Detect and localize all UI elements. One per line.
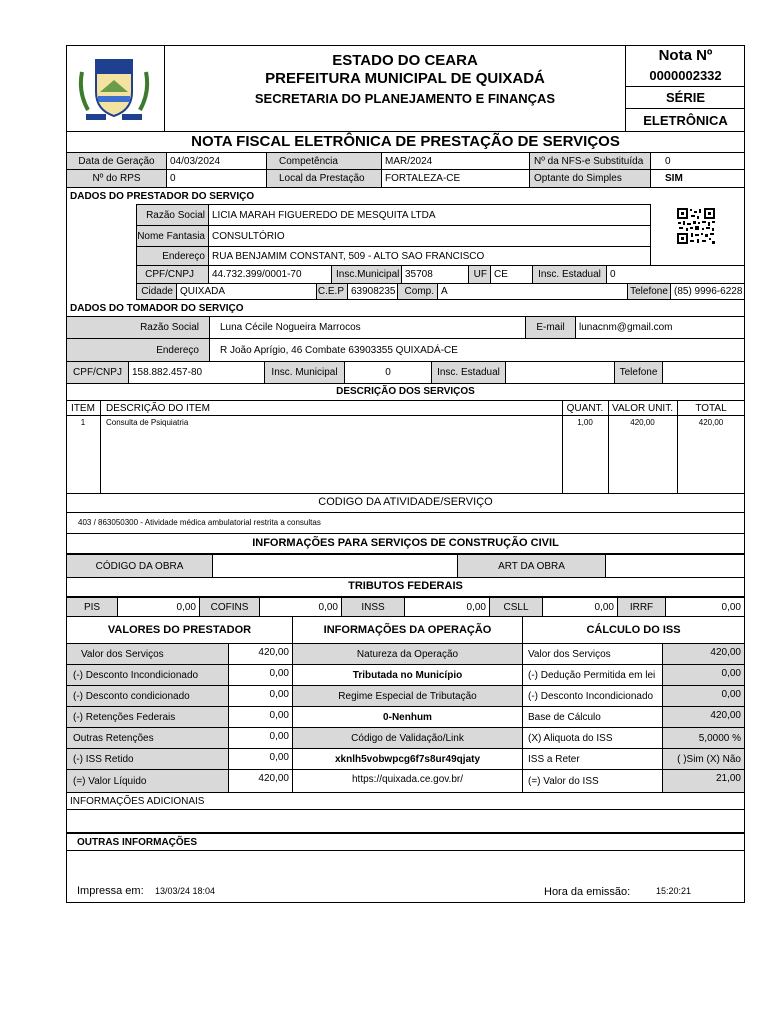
impressa-label: Impressa em: <box>77 885 144 897</box>
data-geracao-label: Data de Geração <box>66 152 167 170</box>
deducao-permitida-value: 0,00 <box>662 664 745 686</box>
tomador-cpf-label: CPF/CNPJ <box>66 361 129 384</box>
atividade-title: CODIGO DA ATIVIDADE/SERVIÇO <box>318 496 493 508</box>
col-quant-header: QUANT. <box>566 403 604 414</box>
tomador-endereco-value: R João Aprígio, 46 Combate 63903355 QUIXADÁ-CE <box>209 338 745 362</box>
prestador-insc-mun-label: Insc.Municipal <box>331 265 402 284</box>
codigo-obra-value <box>212 554 458 578</box>
outras-info-label: OUTRAS INFORMAÇÕES <box>77 837 197 848</box>
rps-label: Nº do RPS <box>66 169 167 188</box>
tomador-insc-mun-label: Insc. Municipal <box>264 361 345 384</box>
tomador-razao-label: Razão Social <box>66 316 210 339</box>
local-prestacao-value: FORTALEZA-CE <box>381 169 530 188</box>
valor-liquido-value: 420,00 <box>228 769 293 793</box>
codigo-validacao-label: Código de Validação/Link <box>292 727 523 749</box>
item-description: Consulta de Psiquiatria <box>106 418 189 427</box>
hora-emissao-value: 15:20:21 <box>656 886 692 896</box>
tomador-insc-mun-value: 0 <box>344 361 432 384</box>
iss-valor-servicos-value: 420,00 <box>662 643 745 665</box>
tributos-title: TRIBUTOS FEDERAIS <box>348 580 463 592</box>
serie-value: ELETRÔNICA <box>643 113 728 128</box>
nota-label: Nota Nº <box>658 47 713 64</box>
nota-number: 0000002332 <box>649 68 722 83</box>
aliquota-iss-label: (X) Aliquota do ISS <box>522 727 663 749</box>
servicos-section-title: DESCRIÇÃO DOS SERVIÇOS <box>336 386 475 397</box>
prestador-section-title: DADOS DO PRESTADOR DO SERVIÇO <box>70 190 255 202</box>
prestador-razao-value: LICIA MARAH FIGUEREDO DE MESQUITA LTDA <box>208 204 651 226</box>
desconto-condicionado-value: 0,00 <box>228 685 293 707</box>
construcao-title: INFORMAÇÕES PARA SERVIÇOS DE CONSTRUÇÃO CIVIL <box>252 537 559 549</box>
competencia-value: MAR/2024 <box>381 152 530 170</box>
csll-value: 0,00 <box>542 597 618 617</box>
aliquota-iss-value: 5,0000 % <box>662 727 745 749</box>
iss-valor-servicos-label: Valor dos Serviços <box>522 643 663 665</box>
prestador-insc-est-value: 0 <box>606 265 745 284</box>
prestador-endereco-value: RUA BENJAMIM CONSTANT, 509 - ALTO SAO FRANCISCO <box>208 246 651 266</box>
desconto-condicionado-label: (-) Desconto condicionado <box>66 685 229 707</box>
tomador-insc-est-value <box>505 361 615 384</box>
local-prestacao-label: Local da Prestação <box>266 169 382 188</box>
iss-retido-value: 0,00 <box>228 748 293 770</box>
prestador-cpf-label: CPF/CNPJ <box>136 265 209 284</box>
base-calculo-label: Base de Cálculo <box>522 706 663 728</box>
serie-label: SÉRIE <box>665 90 705 105</box>
rps-value: 0 <box>166 169 267 188</box>
deducao-permitida-label: (-) Dedução Permitida em lei <box>522 664 663 686</box>
nfse-subst-value: 0 <box>650 152 745 170</box>
item-unit-value: 420,00 <box>630 418 655 427</box>
tomador-telefone-value <box>662 361 745 384</box>
valor-iss-label: (=) Valor do ISS <box>522 769 663 793</box>
hora-emissao-label: Hora da emissão: <box>544 886 631 898</box>
coat-of-arms-logo <box>76 52 152 124</box>
retencoes-federais-label: (-) Retenções Federais <box>66 706 229 728</box>
prestador-fantasia-value: CONSULTÓRIO <box>208 225 651 247</box>
valor-liquido-label: (=) Valor Líquido <box>66 769 229 793</box>
valores-title: VALORES DO PRESTADOR <box>107 624 252 636</box>
secretariat-title: SECRETARIA DO PLANEJAMENTO E FINANÇAS <box>254 91 556 106</box>
divider <box>66 832 745 834</box>
art-obra-value <box>605 554 745 578</box>
outras-retencoes-value: 0,00 <box>228 727 293 749</box>
simples-label: Optante do Simples <box>529 169 651 188</box>
desconto-incondicionado-label: (-) Desconto Incondicionado <box>66 664 229 686</box>
valor-iss-value: 21,00 <box>662 769 745 793</box>
prestador-cep-label: C.E.P <box>316 283 348 300</box>
valor-servicos-label: Valor dos Serviços <box>66 643 229 665</box>
tomador-endereco-label: Endereço <box>66 338 210 362</box>
prestador-insc-mun-value: 35708 <box>401 265 469 284</box>
cofins-label: COFINS <box>199 597 260 617</box>
csll-label: CSLL <box>489 597 543 617</box>
regime-especial-label: Regime Especial de Tributação <box>292 685 523 707</box>
prestador-cidade-value: QUIXADA <box>176 283 317 300</box>
irrf-value: 0,00 <box>665 597 745 617</box>
divider <box>626 86 745 87</box>
impressa-value: 13/03/24 18:04 <box>155 886 216 896</box>
col-desc-header: DESCRIÇÃO DO ITEM <box>106 403 210 414</box>
prestador-razao-label: Razão Social <box>136 204 209 226</box>
inss-value: 0,00 <box>404 597 490 617</box>
iss-reter-value: ( )Sim (X) Não <box>662 748 745 770</box>
natureza-operacao-value: Tributada no Município <box>292 664 523 686</box>
retencoes-federais-value: 0,00 <box>228 706 293 728</box>
col-unit-header: VALOR UNIT. <box>612 403 673 414</box>
prestador-telefone-value: (85) 9996-6228 <box>670 283 745 300</box>
cofins-value: 0,00 <box>259 597 342 617</box>
prestador-uf-value: CE <box>490 265 533 284</box>
tomador-email-value: lunacnm@gmail.com <box>575 316 745 339</box>
prestador-endereco-label: Endereço <box>136 246 209 266</box>
iss-retido-label: (-) ISS Retido <box>66 748 229 770</box>
regime-especial-value: 0-Nenhum <box>292 706 523 728</box>
state-title: ESTADO DO CEARA <box>332 52 478 69</box>
city-hall-title: PREFEITURA MUNICIPAL DE QUIXADÁ <box>265 70 545 87</box>
tomador-cpf-value: 158.882.457-80 <box>128 361 265 384</box>
divider <box>66 809 745 810</box>
info-adicionais-label: INFORMAÇÕES ADICIONAIS <box>70 796 205 807</box>
tomador-email-label: E-mail <box>525 316 576 339</box>
iss-reter-label: ISS a Reter <box>522 748 663 770</box>
col-divider <box>100 400 101 493</box>
simples-value: SIM <box>650 169 745 188</box>
divider <box>626 108 745 109</box>
desconto-incondicionado-value: 0,00 <box>228 664 293 686</box>
outras-retencoes-label: Outras Retenções <box>66 727 229 749</box>
prestador-cep-value: 63908235 <box>347 283 398 300</box>
prestador-fantasia-label: Nome Fantasia <box>136 225 209 247</box>
col-item-header: ITEM <box>71 403 95 414</box>
tomador-telefone-label: Telefone <box>614 361 663 384</box>
prestador-comp-label: Comp. <box>397 283 438 300</box>
inss-label: INSS <box>341 597 405 617</box>
tomador-razao-value: Luna Cécile Nogueira Marrocos <box>209 316 526 339</box>
item-number: 1 <box>80 418 86 427</box>
prestador-insc-est-label: Insc. Estadual <box>532 265 607 284</box>
item-quantity: 1,00 <box>577 418 593 427</box>
nfse-subst-label: Nº da NFS-e Substituída <box>529 152 651 170</box>
iss-desconto-incondicionado-label: (-) Desconto Incondicionado <box>522 685 663 707</box>
pis-value: 0,00 <box>117 597 200 617</box>
divider <box>66 850 745 851</box>
qr-code-icon <box>676 207 716 245</box>
natureza-operacao-label: Natureza da Operação <box>292 643 523 665</box>
item-total: 420,00 <box>698 418 724 427</box>
valor-servicos-value: 420,00 <box>228 643 293 665</box>
prestador-telefone-label: Telefone <box>627 283 671 300</box>
pis-label: PIS <box>66 597 118 617</box>
data-geracao-value: 04/03/2024 <box>166 152 267 170</box>
art-obra-label: ART DA OBRA <box>457 554 606 578</box>
prestador-comp-value: A <box>437 283 628 300</box>
prestador-uf-label: UF <box>468 265 491 284</box>
document-title: NOTA FISCAL ELETRÔNICA DE PRESTAÇÃO DE SERVIÇOS <box>191 133 620 150</box>
col-total-header: TOTAL <box>695 403 727 414</box>
tomador-section-title: DADOS DO TOMADOR DO SERVIÇO <box>70 302 244 314</box>
prestador-cidade-label: Cidade <box>136 283 177 300</box>
codigo-validacao-value: xknlh5vobwpcg6f7s8ur49qjaty <box>292 748 523 770</box>
prestador-cpf-value: 44.732.399/0001-70 <box>208 265 332 284</box>
tomador-insc-est-label: Insc. Estadual <box>431 361 506 384</box>
operacao-title: INFORMAÇÕES DA OPERAÇÃO <box>323 624 492 636</box>
atividade-value: 403 / 863050300 - Atividade médica ambulatorial restrita a consultas <box>78 518 321 527</box>
competencia-label: Competência <box>266 152 382 170</box>
irrf-label: IRRF <box>617 597 666 617</box>
codigo-obra-label: CÓDIGO DA OBRA <box>66 554 213 578</box>
base-calculo-value: 420,00 <box>662 706 745 728</box>
validation-link[interactable]: https://quixada.ce.gov.br/ <box>292 769 523 793</box>
iss-desconto-incondicionado-value: 0,00 <box>662 685 745 707</box>
iss-title: CÁLCULO DO ISS <box>586 624 681 636</box>
